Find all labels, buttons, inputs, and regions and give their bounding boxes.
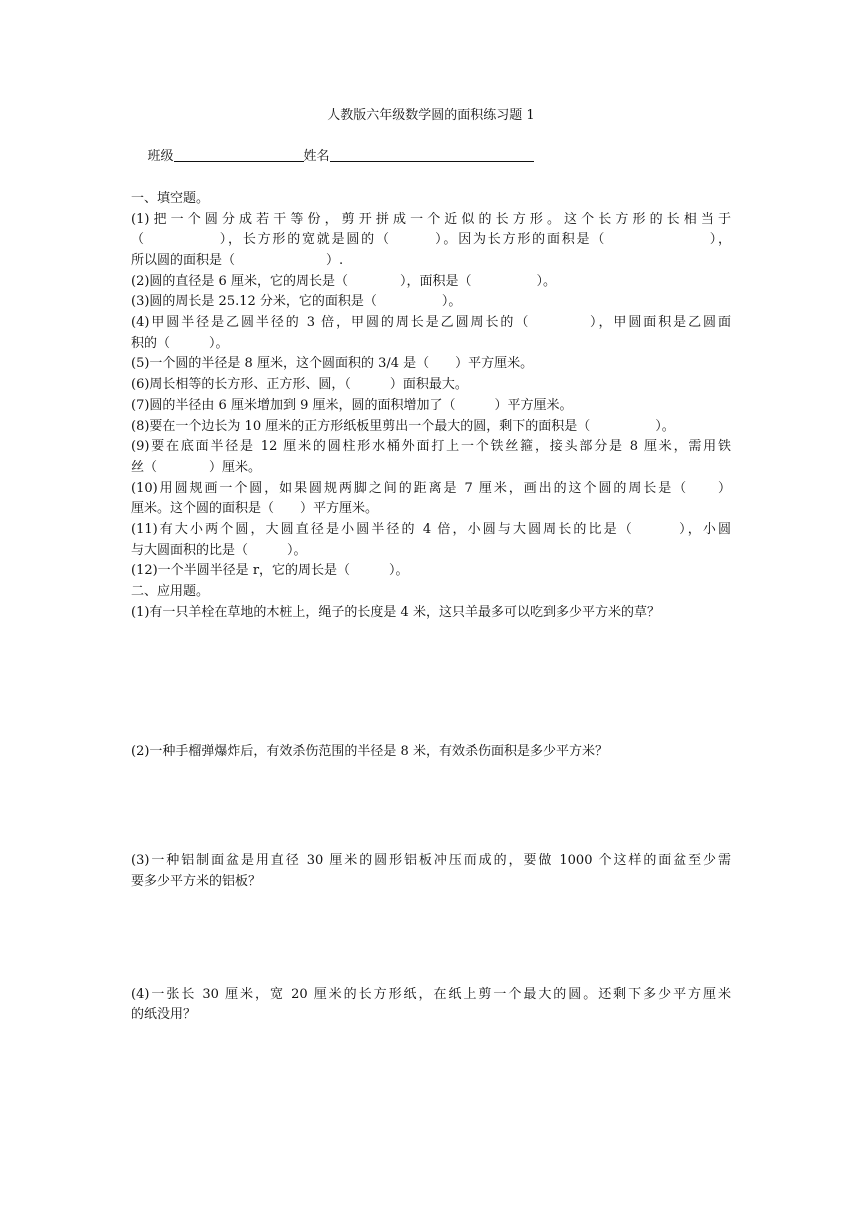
fill-q10-line2: 厘米。这个圆的面积是（ ）平方厘米。: [131, 501, 379, 517]
answer-space: [131, 762, 731, 851]
fill-q1-line2: （ ），长方形的宽就是圆的（ ）。因为长方形的面积是（ ），: [131, 232, 731, 248]
fill-q11-line2: 与大圆面积的比是（ ）。: [131, 542, 307, 558]
fill-q2: (2)圆的直径是 6 厘米，它的周长是（ ），面积是（ ）。: [131, 273, 556, 289]
fill-q5: (5)一个圆的半径是 8 厘米，这个圆面积的 3/4 是（ ）平方厘米。: [131, 356, 534, 372]
student-info-row: [131, 127, 731, 189]
class-blank: [174, 147, 304, 162]
section-apply-heading: 二、应用题。: [131, 584, 210, 600]
answer-space: [131, 624, 731, 742]
fill-q1-line1: (1)把一个圆分成若干等份，剪开拼成一个近似的长方形。这个长方形的长相当于: [131, 211, 731, 227]
worksheet-title: 人教版六年级数学圆的面积练习题 1: [327, 108, 535, 123]
apply-q4-line2: 的纸没用？: [131, 1007, 197, 1023]
fill-q4-line2: 积的（ ）。: [131, 335, 229, 351]
class-label: 班级: [147, 149, 174, 165]
fill-q9-line2: 丝（ ）厘米。: [131, 459, 262, 475]
fill-q10-line1: (10)用圆规画一个圆，如果圆规两脚之间的距离是 7 厘米，画出的这个圆的周长是（ ）: [131, 480, 731, 496]
apply-q4-line1: (4)一张长 30 厘米，宽 20 厘米的长方形纸，在纸上剪一个最大的圆。还剩下多少平方厘米: [131, 986, 731, 1002]
worksheet: [131, 106, 731, 1026]
section-fill-heading: 一、填空题。: [131, 190, 210, 206]
apply-q2: (2)一种手榴弹爆炸后，有效杀伤范围的半径是 8 米，有效杀伤面积是多少平方米？: [131, 743, 608, 759]
fill-q11-line1: (11)有大小两个圆，大圆直径是小圆半径的 4 倍，小圆与大圆周长的比是（ ），小圆: [131, 522, 731, 538]
apply-q3-line2: 要多少平方米的铝板？: [131, 873, 262, 889]
name-label: 姓名: [303, 149, 330, 165]
fill-q9-line1: (9)要在底面半径是 12 厘米的圆柱形水桶外面打上一个铁丝箍，接头部分是 8 厘米，需用铁: [131, 439, 731, 455]
apply-q1: (1)有一只羊栓在草地的木桩上，绳子的长度是 4 米，这只羊最多可以吃到多少平方米的草？: [131, 604, 660, 620]
apply-q3-line1: (3)一种铝制面盆是用直径 30 厘米的圆形铝板冲压而成的，要做 1000 个这样的面盆至少需: [131, 853, 731, 869]
name-blank: [330, 147, 534, 162]
fill-q3: (3)圆的周长是 25.12 分米，它的面积是（ ）。: [131, 294, 462, 310]
fill-q6: (6)周长相等的长方形、正方形、圆，（ ）面积最大。: [131, 377, 468, 393]
fill-q12: (12)一个半圆半径是 r，它的周长是（ ）。: [131, 563, 409, 579]
fill-q1-line3: 所以圆的面积是（ ）.: [131, 252, 344, 268]
fill-q4-line1: (4)甲圆半径是乙圆半径的 3 倍，甲圆的周长是乙圆周长的（ ），甲圆面积是乙圆面: [131, 315, 731, 331]
answer-space: [131, 893, 731, 985]
fill-q7: (7)圆的半径由 6 厘米增加到 9 厘米，圆的面积增加了（ ）平方厘米。: [131, 397, 573, 413]
fill-q8: (8)要在一个边长为 10 厘米的正方形纸板里剪出一个最大的圆，剩下的面积是（ ）。: [131, 418, 675, 434]
